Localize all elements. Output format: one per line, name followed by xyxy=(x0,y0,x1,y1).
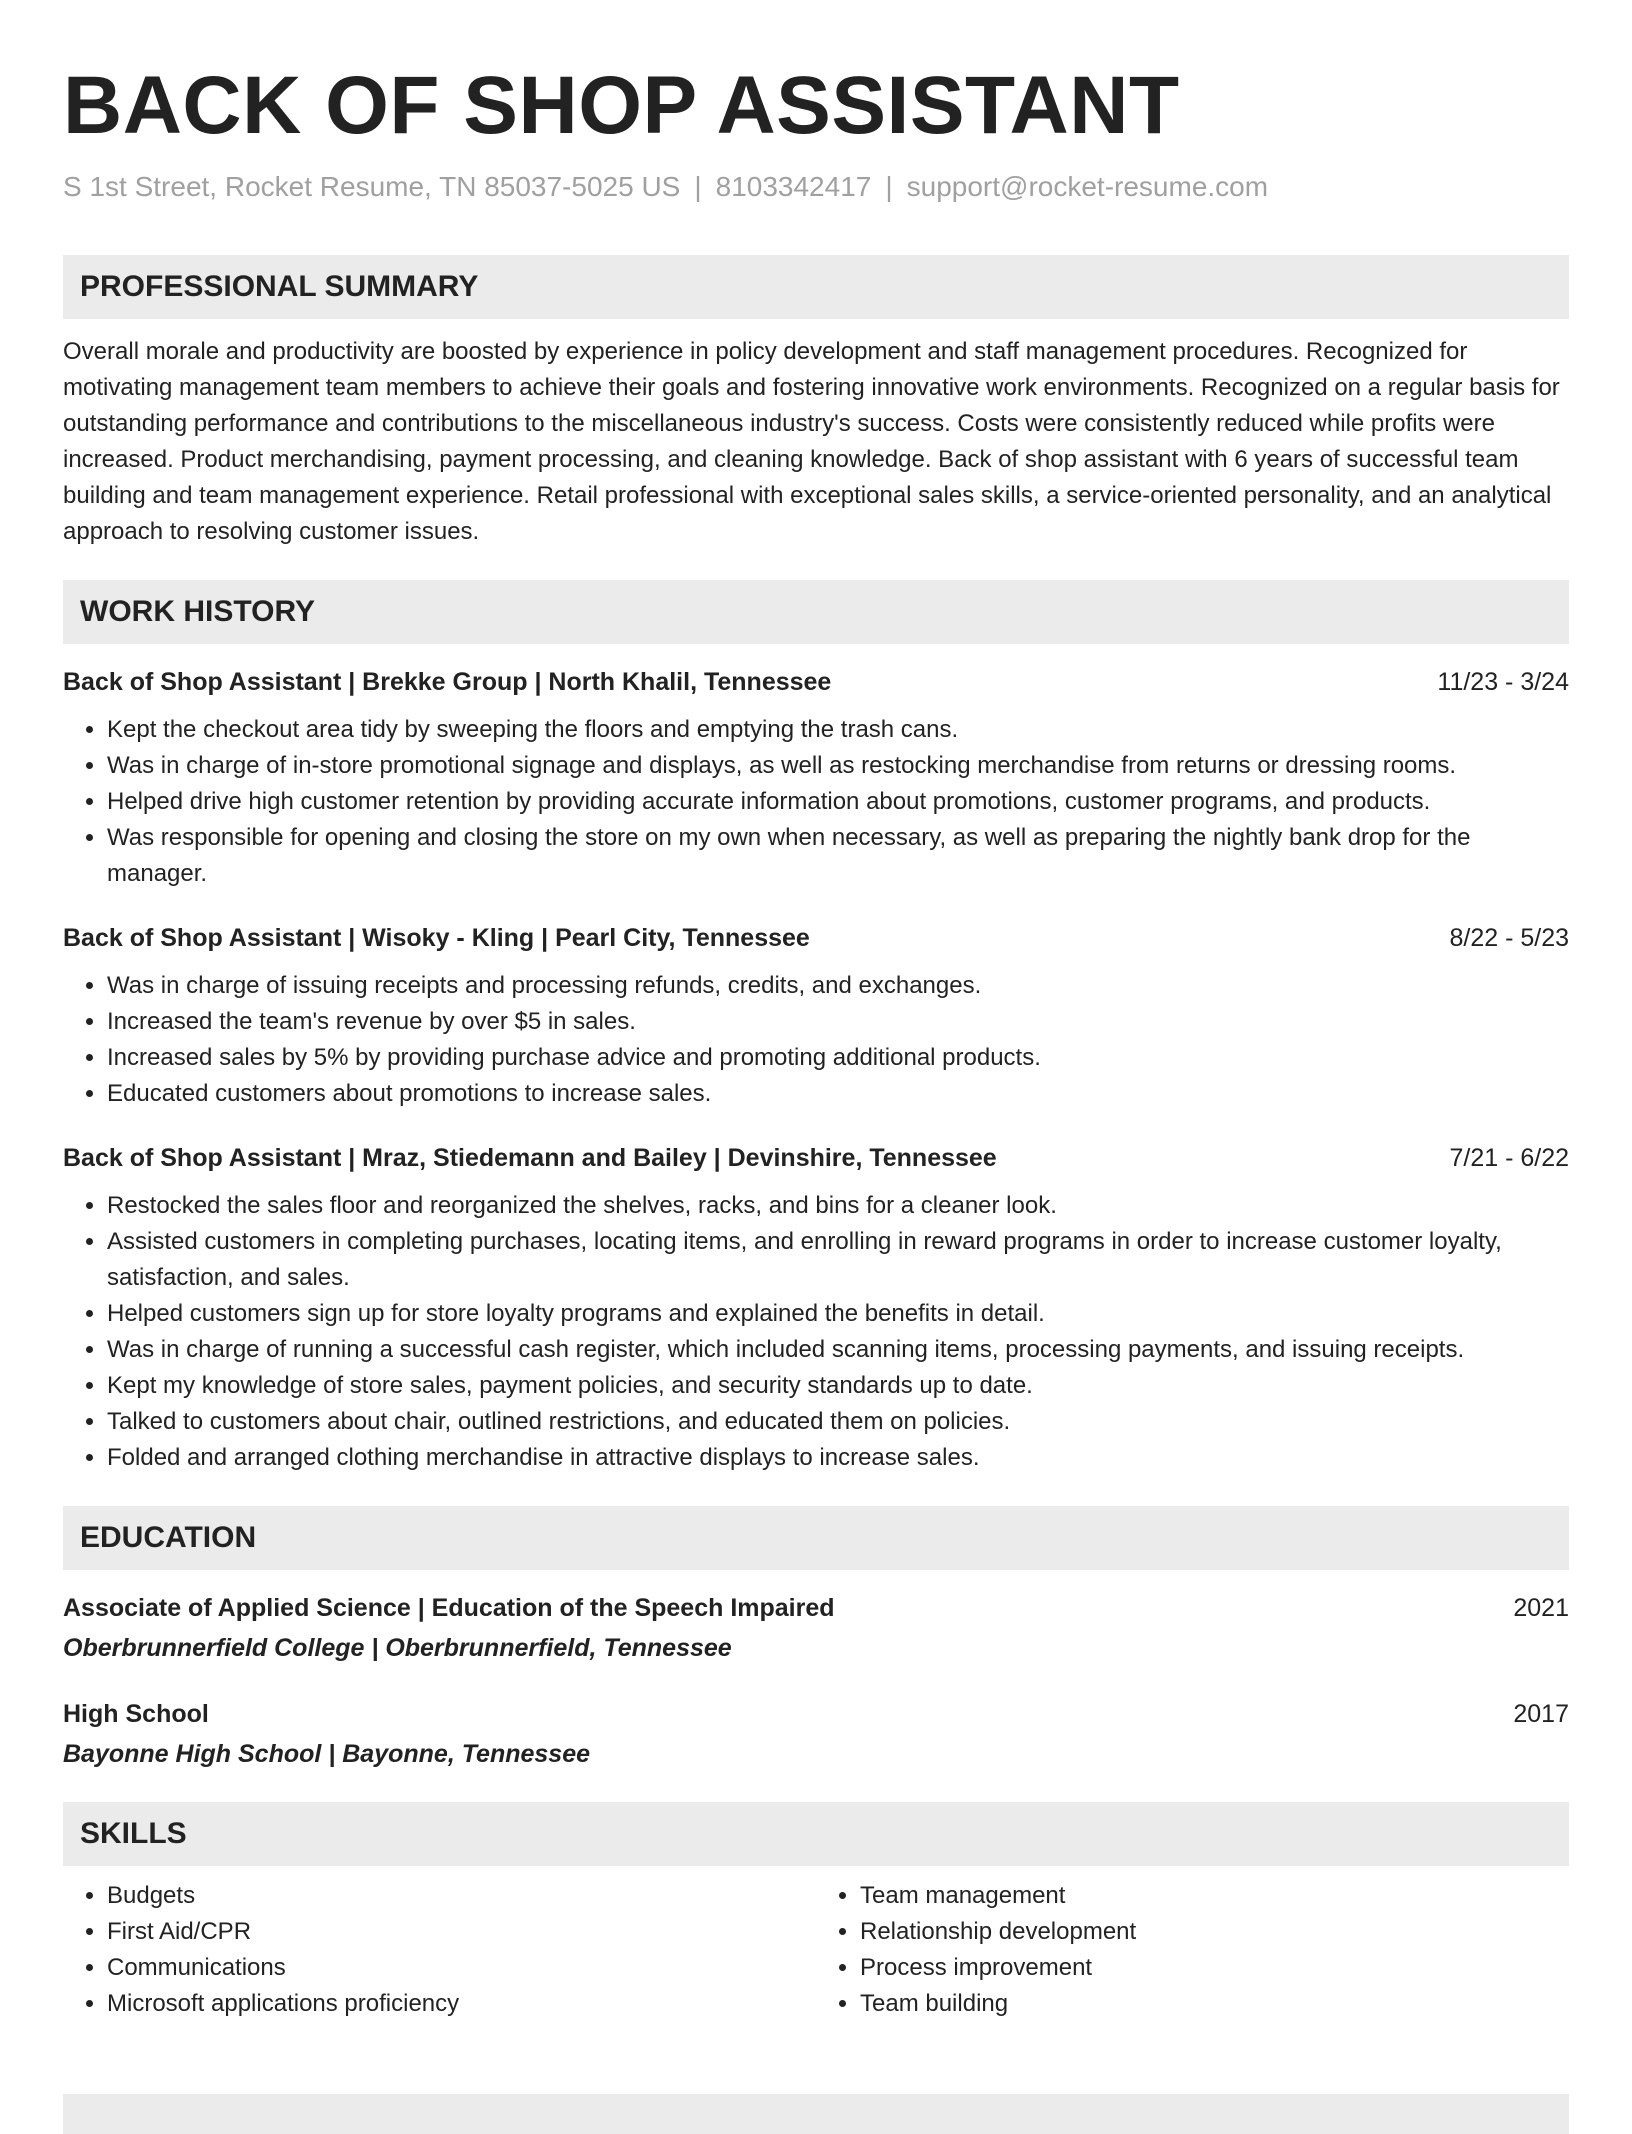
job-bullet: • Helped drive high customer retention by providing accurate information about promotions, customer programs, and products. xyxy=(107,784,1569,820)
job-bullet: • Increased sales by 5% by providing purchase advice and promoting additional products. xyxy=(107,1040,1569,1076)
summary-paragraph: Overall morale and productivity are boosted by experience in policy development and staff management procedures. Recognized for motivating management team members to achieve their goals and fostering innovative work environments. Recognized on a regular basis for outstanding performance and contributions to the miscellaneous industry's success. Costs were consistently reduced while profits were increased. Product merchandising, payment processing, and cleaning knowledge. Back of shop assistant with 6 years of successful team building and team management experience. Retail professional with exceptional sales skills, a service-oriented personality, and an analytical approach to resolving customer issues. xyxy=(63,338,1560,545)
education-degree: High School xyxy=(63,1700,209,1728)
education-school: Oberbrunnerfield College | Oberbrunnerfield, Tennessee xyxy=(63,1634,732,1662)
job-entry xyxy=(63,664,1569,892)
job-bullet: • Educated customers about promotions to increase sales. xyxy=(107,1076,1569,1112)
job-title: Back of Shop Assistant | Wisoky - Kling | Pearl City, Tennessee xyxy=(63,924,810,952)
job-bullet: • Kept the checkout area tidy by sweeping the floors and emptying the trash cans. xyxy=(107,712,1569,748)
section-heading-education: EDUCATION xyxy=(63,1506,1569,1570)
next-section-heading-bar xyxy=(63,2094,1569,2134)
contact-separator: | xyxy=(885,171,893,202)
job-header xyxy=(63,1140,1569,1176)
job-bullet: • Was responsible for opening and closing the store on my own when necessary, as well as preparing the nightly bank drop for the manager. xyxy=(107,820,1569,892)
skill-item: • Budgets xyxy=(107,1878,816,1914)
section-heading-skills: SKILLS xyxy=(63,1802,1569,1866)
education-school: Bayonne High School | Bayonne, Tennessee xyxy=(63,1740,591,1768)
contact-separator: | xyxy=(694,171,702,202)
contact-address: S 1st Street, Rocket Resume, TN 85037-5025 US xyxy=(63,171,681,202)
job-entry xyxy=(63,1140,1569,1476)
skill-item: • Team management xyxy=(860,1878,1569,1914)
job-bullets xyxy=(63,712,1569,892)
job-bullet: • Helped customers sign up for store loyalty programs and explained the benefits in detail. xyxy=(107,1296,1569,1332)
education-header xyxy=(63,1696,1569,1732)
education-year: 2017 xyxy=(1513,1700,1569,1728)
job-bullet: • Kept my knowledge of store sales, payment policies, and security standards up to date. xyxy=(107,1368,1569,1404)
contact-phone: 8103342417 xyxy=(715,171,872,202)
education-header xyxy=(63,1590,1569,1626)
job-entry xyxy=(63,920,1569,1112)
job-bullet: • Assisted customers in completing purchases, locating items, and enrolling in reward programs in order to increase customer loyalty, satisfaction, and sales. xyxy=(107,1224,1569,1296)
job-bullet: • Was in charge of issuing receipts and processing refunds, credits, and exchanges. xyxy=(107,968,1569,1004)
resume-name: BACK OF SHOP ASSISTANT xyxy=(63,60,1180,151)
job-header xyxy=(63,664,1569,700)
skills-column-left xyxy=(63,1878,816,2022)
education-entry xyxy=(63,1696,1569,1772)
education-year: 2021 xyxy=(1513,1594,1569,1622)
skill-item: • Microsoft applications proficiency xyxy=(107,1986,816,2022)
education-degree: Associate of Applied Science | Education of the Speech Impaired xyxy=(63,1594,835,1622)
skill-item: • Relationship development xyxy=(860,1914,1569,1950)
skill-item: • Communications xyxy=(107,1950,816,1986)
job-bullet: • Talked to customers about chair, outlined restrictions, and educated them on policies. xyxy=(107,1404,1569,1440)
job-title: Back of Shop Assistant | Brekke Group | North Khalil, Tennessee xyxy=(63,668,832,696)
contact-email[interactable]: support@rocket-resume.com xyxy=(906,171,1269,202)
skills-list xyxy=(63,1878,1569,2022)
skill-item: • Team building xyxy=(860,1986,1569,2022)
job-dates: 7/21 - 6/22 xyxy=(1449,1144,1569,1172)
job-dates: 8/22 - 5/23 xyxy=(1449,924,1569,952)
section-heading-summary: PROFESSIONAL SUMMARY xyxy=(63,255,1569,319)
skill-item: • Process improvement xyxy=(860,1950,1569,1986)
job-bullet: • Increased the team's revenue by over $5 in sales. xyxy=(107,1004,1569,1040)
job-bullets xyxy=(63,968,1569,1112)
job-bullet: • Folded and arranged clothing merchandise in attractive displays to increase sales. xyxy=(107,1440,1569,1476)
job-header xyxy=(63,920,1569,956)
job-title: Back of Shop Assistant | Mraz, Stiedemann and Bailey | Devinshire, Tennessee xyxy=(63,1144,997,1172)
job-bullet: • Was in charge of in-store promotional signage and displays, as well as restocking merchandise from returns or dressing rooms. xyxy=(107,748,1569,784)
job-dates: 11/23 - 3/24 xyxy=(1437,668,1569,696)
skills-column-right xyxy=(816,1878,1569,2022)
job-bullet: • Was in charge of running a successful cash register, which included scanning items, processing payments, and issuing receipts. xyxy=(107,1332,1569,1368)
job-bullets xyxy=(63,1188,1569,1476)
skill-item: • First Aid/CPR xyxy=(107,1914,816,1950)
section-heading-work-history: WORK HISTORY xyxy=(63,580,1569,644)
job-bullet: • Restocked the sales floor and reorganized the shelves, racks, and bins for a cleaner look. xyxy=(107,1188,1569,1224)
contact-line xyxy=(63,170,1569,204)
education-entry xyxy=(63,1590,1569,1666)
